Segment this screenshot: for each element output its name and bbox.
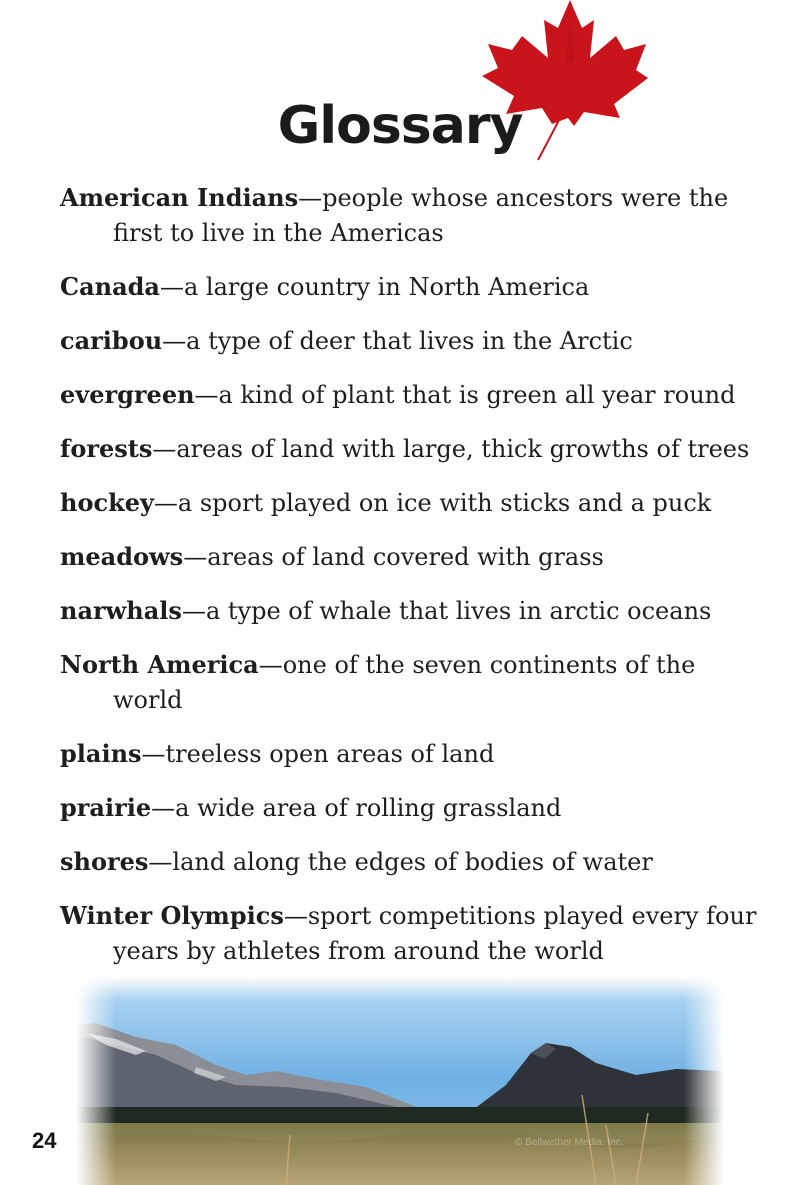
- glossary-entry: [60, 736, 760, 772]
- glossary-entry: [60, 790, 760, 826]
- glossary-entry: [60, 593, 760, 629]
- glossary-definition: —one of the seven continents of the world: [113, 651, 696, 714]
- glossary-definition: —areas of land covered with grass: [183, 543, 604, 571]
- glossary-entry: [60, 180, 760, 251]
- glossary-definition: —a type of whale that lives in arctic oceans: [181, 597, 712, 625]
- glossary-entry: [60, 485, 760, 521]
- glossary-term: prairie: [60, 793, 152, 822]
- glossary-entry: [60, 898, 760, 969]
- glossary-entry: [60, 647, 760, 718]
- glossary-term: American Indians: [60, 183, 299, 212]
- glossary-entry: [60, 323, 760, 359]
- glossary-term: forests: [60, 434, 153, 463]
- glossary-definition: —sport competitions played every four years by athletes from around the world: [113, 902, 757, 965]
- glossary-definition: —a large country in North America: [159, 273, 590, 301]
- page-title: Glossary: [277, 96, 523, 156]
- glossary-entry: [60, 269, 760, 305]
- glossary-term: meadows: [60, 542, 184, 571]
- glossary-entry: [60, 539, 760, 575]
- glossary-entry: [60, 844, 760, 880]
- glossary-definition: —people whose ancestors were the first to live in the Americas: [113, 184, 729, 247]
- glossary-entry: [60, 431, 760, 467]
- glossary-term: Winter Olympics: [60, 901, 284, 930]
- glossary-term: narwhals: [60, 596, 182, 625]
- glossary-term: North America: [60, 650, 259, 679]
- glossary-definition: —land along the edges of bodies of water: [148, 848, 653, 876]
- glossary-definition: —a type of deer that lives in the Arctic: [162, 327, 633, 355]
- glossary-term: plains: [60, 739, 142, 768]
- glossary-definition: —a wide area of rolling grassland: [151, 794, 562, 822]
- glossary-term: hockey: [60, 488, 154, 517]
- glossary-definition: —areas of land with large, thick growths of trees: [152, 435, 750, 463]
- page-number: 24: [32, 1128, 57, 1153]
- landscape-photo: [76, 975, 724, 1185]
- glossary-definition: —a sport played on ice with sticks and a puck: [153, 489, 712, 517]
- glossary-term: shores: [60, 847, 149, 876]
- glossary-list: [60, 180, 760, 987]
- glossary-term: Canada: [60, 272, 160, 301]
- glossary-term: evergreen: [60, 380, 195, 409]
- glossary-entry: [60, 377, 760, 413]
- copyright-text: © Bellwether Media, Inc.: [515, 1137, 624, 1148]
- glossary-definition: —a kind of plant that is green all year round: [194, 381, 736, 409]
- glossary-term: caribou: [60, 326, 163, 355]
- glossary-definition: —treeless open areas of land: [141, 740, 495, 768]
